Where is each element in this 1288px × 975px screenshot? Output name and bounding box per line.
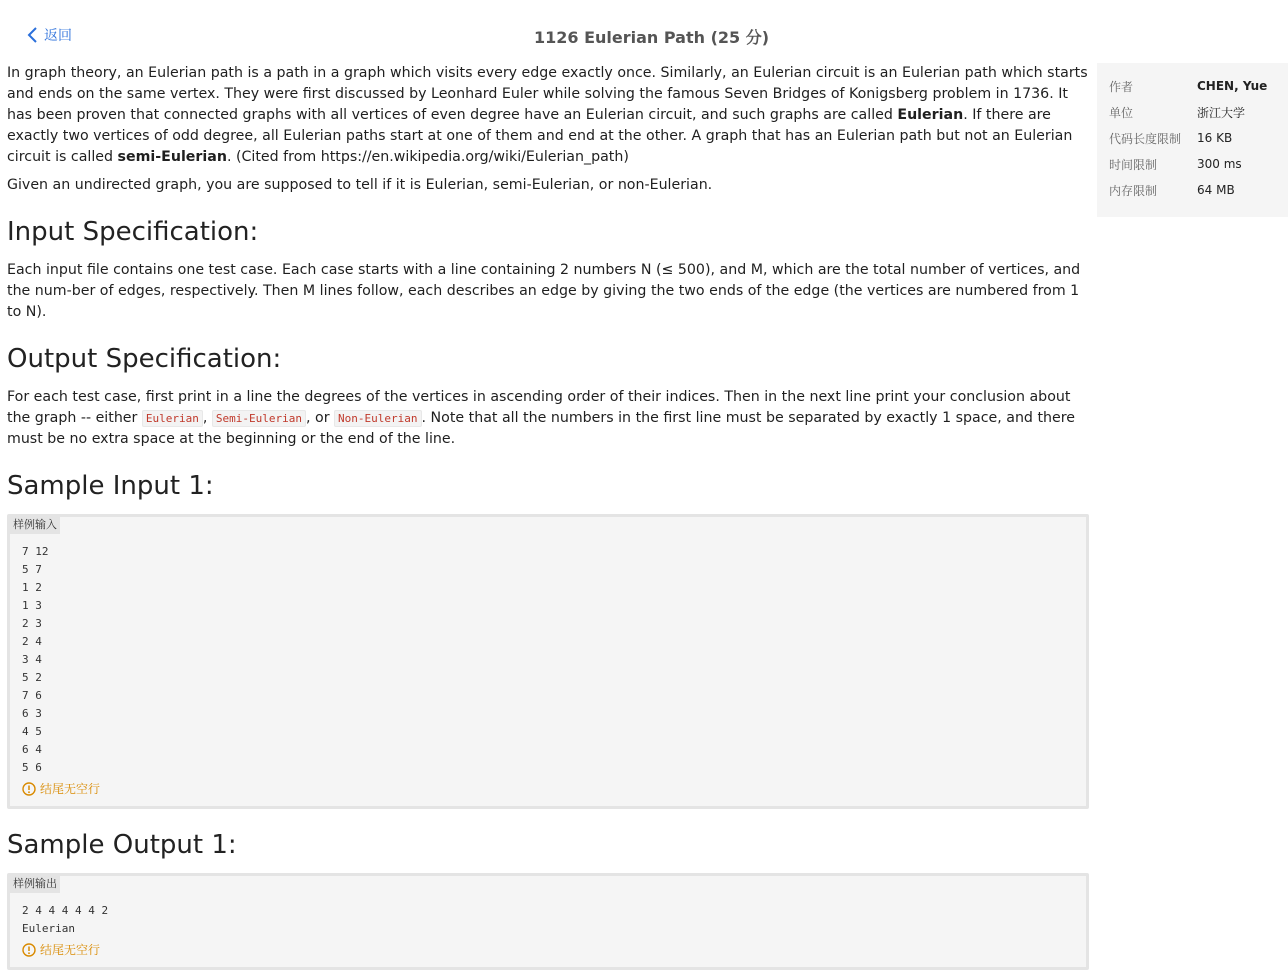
sample-output-tag: 样例输出 bbox=[10, 876, 60, 893]
sample-output-heading: Sample Output 1: bbox=[7, 830, 237, 860]
sample-output-content[interactable]: 2 4 4 4 4 4 2 Eulerian bbox=[22, 904, 109, 935]
code-limit-row bbox=[1109, 125, 1288, 151]
description-text: . (Cited from https://en.wikipedia.org/wiki/Eulerian_path) bbox=[226, 149, 629, 165]
code-limit-label: 代码长度限制 bbox=[1109, 131, 1182, 146]
input-spec-text: Each input file contains one test case. Each case starts with a line containing 2 numbers N (≤ 500), and M, which are the total number of vertices, and the num-ber of edges, respectively. Then M lines follow, each describes an edge by giving the two ends of the edge (the vertices are numbered from 1 to N). bbox=[7, 262, 1081, 320]
exclamation-circle-icon bbox=[22, 943, 36, 957]
unit-row bbox=[1109, 99, 1288, 125]
separator: , or bbox=[306, 410, 335, 426]
memory-limit-row bbox=[1109, 177, 1288, 203]
author-row bbox=[1109, 73, 1288, 99]
sample-input-tag: 样例输入 bbox=[10, 517, 60, 534]
memory-limit-value: 64 MB bbox=[1197, 183, 1235, 197]
output-spec-text-part: For each test case, first print in a line the degrees of the vertices in ascending order of their indices. Then in the next line print your conclusion about the graph -- either bbox=[7, 389, 1071, 426]
note-label: 结尾无空行 bbox=[40, 943, 101, 957]
problem-info-panel bbox=[1097, 63, 1288, 217]
no-trailing-newline-note bbox=[22, 941, 1074, 959]
no-trailing-newline-note bbox=[22, 780, 1074, 798]
description-text: . If there are exactly two vertices of odd degree, all Eulerian paths start at one of them and end at the other. A graph that has an Eulerian path but not an Eulerian circuit is called bbox=[7, 107, 1073, 165]
sample-input-box[interactable] bbox=[7, 514, 1089, 809]
time-limit-label: 时间限制 bbox=[1109, 157, 1158, 172]
author-value: CHEN, Yue bbox=[1197, 79, 1268, 93]
sample-input-heading: Sample Input 1: bbox=[7, 471, 214, 501]
exclamation-circle-icon bbox=[22, 782, 36, 796]
description-paragraph-1 bbox=[7, 63, 1089, 168]
sample-input-content[interactable]: 7 12 5 7 1 2 1 3 2 3 2 4 3 4 5 2 7 6 6 3 4 5 6 4 5 6 bbox=[22, 545, 49, 774]
back-label: 返回 bbox=[44, 28, 72, 44]
description-text: In graph theory, an Eulerian path is a path in a graph which visits every edge exactly once. Similarly, an Eulerian circuit is an Eulerian path which starts and ends on the same vertex. They were first discussed by Leonhard Euler while solving the famous Seven Bridges of Konigsberg problem in 1736. It has been proven that connected graphs with all vertices of even degree have an Eulerian circuit, and such graphs are called bbox=[7, 65, 1088, 123]
code-limit-value: 16 KB bbox=[1197, 131, 1233, 145]
code-semi-eulerian: Semi-Eulerian bbox=[212, 410, 306, 427]
term-semi-eulerian: semi-Eulerian bbox=[117, 149, 227, 165]
top-bar bbox=[0, 0, 1288, 66]
input-spec-heading: Input Specification: bbox=[7, 217, 259, 247]
term-eulerian: Eulerian bbox=[897, 107, 964, 123]
memory-limit-label: 内存限制 bbox=[1109, 183, 1158, 198]
time-limit-value: 300 ms bbox=[1197, 157, 1242, 171]
output-spec-text bbox=[7, 387, 1089, 450]
author-label: 作者 bbox=[1109, 79, 1134, 94]
sample-output-box[interactable] bbox=[7, 873, 1089, 970]
unit-value: 浙江大学 bbox=[1197, 105, 1246, 120]
code-eulerian: Eulerian bbox=[142, 410, 203, 427]
note-label: 结尾无空行 bbox=[40, 782, 101, 796]
page-title: 1126 Eulerian Path (25 分) bbox=[533, 28, 770, 47]
description-paragraph-2: Given an undirected graph, you are supposed to tell if it is Eulerian, semi-Eulerian, or non-Eulerian. bbox=[7, 177, 713, 193]
time-limit-row bbox=[1109, 151, 1288, 177]
unit-label: 单位 bbox=[1109, 105, 1134, 120]
problem-content bbox=[7, 63, 1089, 970]
separator: , bbox=[202, 410, 212, 426]
output-spec-heading: Output Specification: bbox=[7, 344, 282, 374]
output-spec-text-part: . Note that all the numbers in the first line must be separated by exactly 1 space, and there must be no extra space at the beginning or the end of the line. bbox=[7, 410, 1075, 447]
code-non-eulerian: Non-Eulerian bbox=[334, 410, 421, 427]
